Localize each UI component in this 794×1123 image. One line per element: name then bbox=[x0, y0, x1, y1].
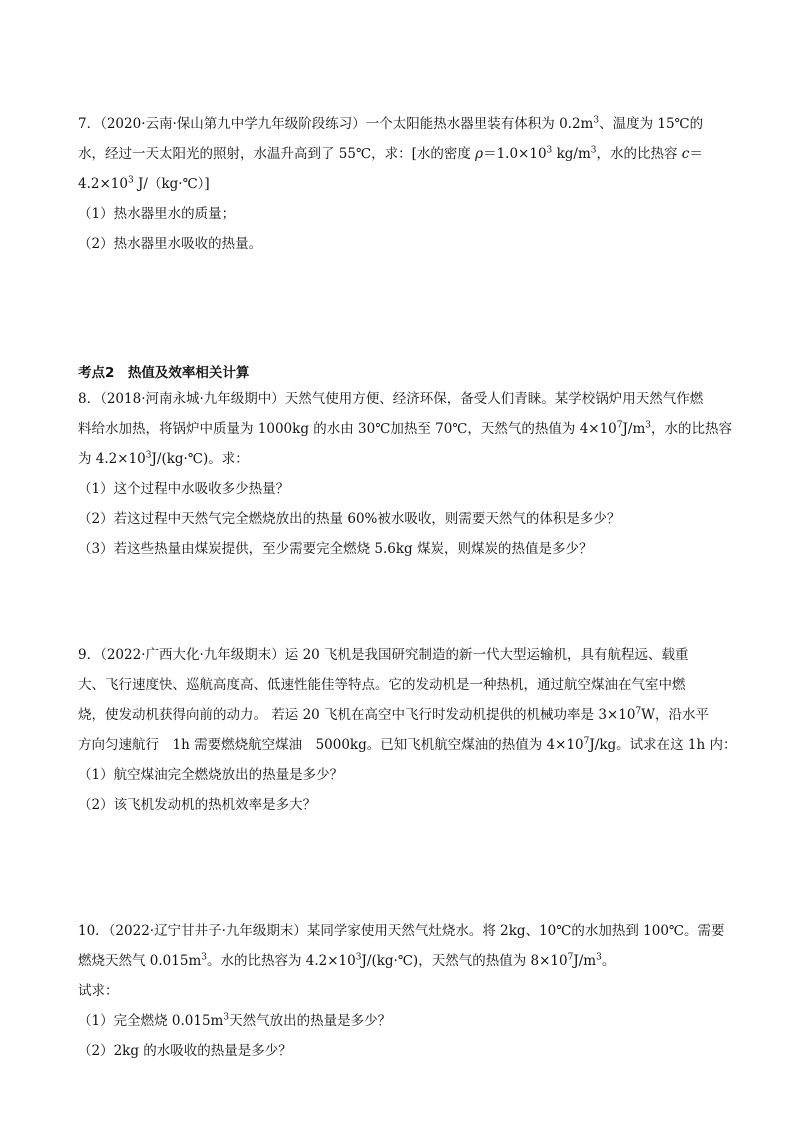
q8-line-2: 料给水加热，将锅炉中质量为 1000kg 的水由 30℃加热至 70℃，天然气的热值为 $4\times 10^7J/m^3$，水的比热容 bbox=[78, 420, 733, 437]
question-7 bbox=[78, 109, 718, 259]
q8-subquestion-1: （1）这个过程中水吸收多少热量？ bbox=[78, 481, 290, 497]
section-heading: 考点2 热值及效率相关计算 bbox=[78, 365, 250, 381]
q10-line-1: 10．（2022·辽宁甘井子·九年级期末）某同学家使用天然气灶烧水。将 2kg、10℃的水加热到 100℃。需要 bbox=[78, 923, 725, 939]
q10-subquestion-2: （2）2kg 的水吸收的热量是多少？ bbox=[78, 1043, 292, 1059]
q9-line-1: 9．（2022·广西大化·九年级期末）运 20 飞机是我国研究制造的新一代大型运输机，具有航程远、载重 bbox=[78, 647, 689, 663]
q7-line-1: 7．（2020·云南·保山第九中学九年级阶段练习）一个太阳能热水器里装有体积为 $0.2m^3$、温度为 15℃的 bbox=[78, 115, 704, 132]
q9-subquestion-2: （2）该飞机发动机的热机效率是多大？ bbox=[78, 797, 317, 813]
q8-line-3: 为 $4.2\times 10^3J/(kg\cdot℃)$。求： bbox=[78, 450, 249, 467]
q9-line-3: 烧，使发动机获得向前的动力。 若运 20 飞机在高空中飞行时发动机提供的机械功率是 $3\times 10^7W$，沿水平 bbox=[78, 706, 710, 723]
q7-line-3: $4.2\times 10^3$ J/（kg·℃）] bbox=[78, 175, 210, 192]
q8-line-1: 8．（2018·河南永城·九年级期中）天然气使用方便、经济环保，备受人们青睐。某学校锅炉用天然气作燃 bbox=[78, 391, 704, 407]
q7-line-2: 水，经过一天太阳光的照射，水温升高到了 55℃，求：[水的密度 $\rho=1.0\times 10^3$ $kg/m^3$，水的比热容 c＝ bbox=[78, 145, 703, 162]
q9-line-4: 方向匀速航行 1h 需要燃烧航空煤油 5000kg。已知飞机航空煤油的热值为 $4\times 10^7J/kg$。试求在这 1h 内： bbox=[78, 736, 737, 753]
q10-line-2: 燃烧天然气 $0.015m^3$。水的比热容为 $4.2\times 10^3J/(kg\cdot℃)$，天然气的热值为 $8\times 10^7J/m^3$。 bbox=[78, 952, 616, 969]
q10-subquestion-1: （1）完全燃烧 $0.015m^3$天然气放出的热量是多少？ bbox=[78, 1012, 392, 1029]
q7-subquestion-2: （2）热水器里水吸收的热量。 bbox=[78, 236, 263, 252]
q10-line-3: 试求： bbox=[78, 983, 119, 999]
q8-subquestion-2: （2）若这过程中天然气完全燃烧放出的热量 60%被水吸收，则需要天然气的体积是多少？ bbox=[78, 511, 621, 527]
q7-subquestion-1: （1）热水器里水的质量； bbox=[78, 206, 236, 222]
question-9 bbox=[78, 640, 737, 820]
question-10 bbox=[78, 916, 725, 1066]
question-8 bbox=[78, 384, 733, 564]
q8-subquestion-3: （3）若这些热量由煤炭提供，至少需要完全燃烧 5.6kg 煤炭，则煤炭的热值是多少？ bbox=[78, 541, 593, 557]
q9-subquestion-1: （1）航空煤油完全燃烧放出的热量是多少？ bbox=[78, 767, 344, 783]
q9-line-2: 大、飞行速度快、巡航高度高、低速性能佳等特点。它的发动机是一种热机，通过航空煤油在气室中燃 bbox=[78, 677, 686, 693]
